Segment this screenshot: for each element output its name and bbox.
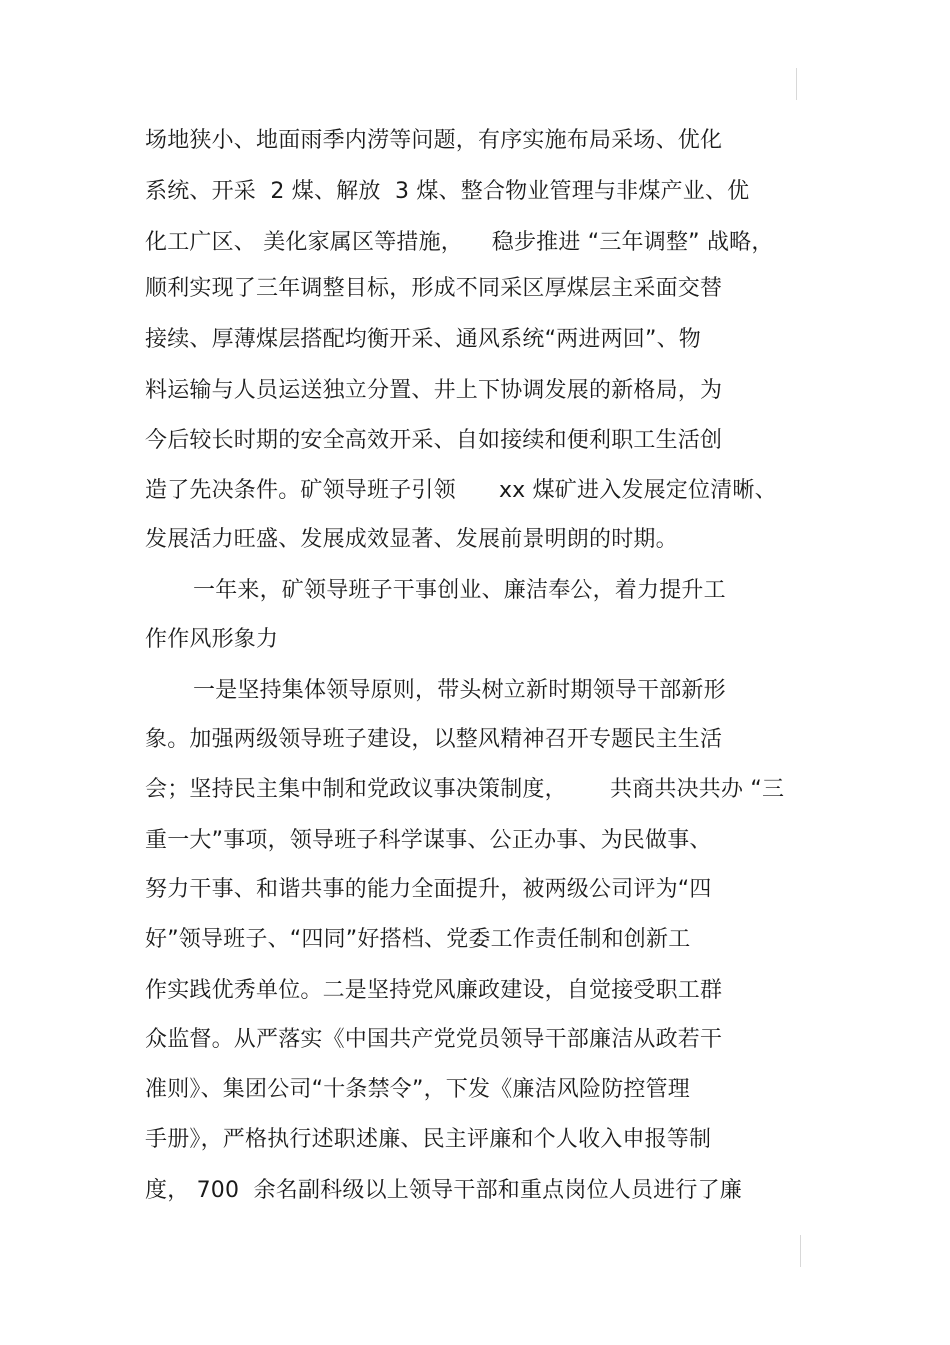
- text-line: 手册》，严格执行述职述廉、民主评廉和个人收入申报等制: [145, 1127, 712, 1152]
- text-line: 场地狭小、地面雨季内涝等问题，有序实施布局采场、优化: [145, 128, 723, 153]
- text-line: 努力干事、和谐共事的能力全面提升，被两级公司评为“四: [145, 877, 712, 902]
- text-line: 造了先决条件。矿领导班子引领 xx 煤矿进入发展定位清晰、: [145, 478, 777, 503]
- text-line: 料运输与人员运送独立分置、井上下协调发展的新格局，为: [145, 378, 723, 403]
- corner-mark-top: [796, 68, 797, 100]
- text-line: 会；坚持民主集中制和党政议事决策制度， 共商共决共办 “三: [145, 777, 785, 802]
- text-line: 接续、厚薄煤层搭配均衡开采、通风系统“两进两回”、物: [145, 327, 701, 352]
- text-line: 重一大”事项，领导班子科学谋事、公正办事、为民做事、: [145, 828, 712, 853]
- text-line: 准则》、集团公司“十条禁令”，下发《廉洁风险防控管理: [145, 1077, 690, 1102]
- text-line: 作实践优秀单位。二是坚持党风廉政建设，自觉接受职工群: [145, 978, 723, 1003]
- paragraph-start-line: 一是坚持集体领导原则，带头树立新时期领导干部新形: [193, 678, 726, 703]
- text-line: 好”领导班子、“四同”好搭档、党委工作责任制和创新工: [145, 927, 691, 952]
- text-line: 今后较长时期的安全高效开采、自如接续和便利职工生活创: [145, 428, 723, 453]
- text-line: 象。加强两级领导班子建设，以整风精神召开专题民主生活: [145, 727, 723, 752]
- text-line: 发展活力旺盛、发展成效显著、发展前景明朗的时期。: [145, 527, 678, 552]
- paragraph-start-line: 一年来，矿领导班子干事创业、廉洁奉公，着力提升工: [193, 578, 726, 603]
- corner-mark-bottom: [800, 1235, 801, 1267]
- text-line: 顺利实现了三年调整目标，形成不同采区厚煤层主采面交替: [145, 276, 723, 301]
- text-line: 作作风形象力: [145, 627, 279, 652]
- text-line: 度， 700 余名副科级以上领导干部和重点岗位人员进行了廉: [145, 1178, 742, 1203]
- text-line: 化工广区、 美化家属区等措施， 稳步推进 “三年调整” 战略，: [145, 230, 774, 255]
- text-line: 众监督。从严落实《中国共产党党员领导干部廉洁从政若干: [145, 1027, 723, 1052]
- text-line: 系统、开采 2 煤、解放 3 煤、整合物业管理与非煤产业、优: [145, 179, 750, 204]
